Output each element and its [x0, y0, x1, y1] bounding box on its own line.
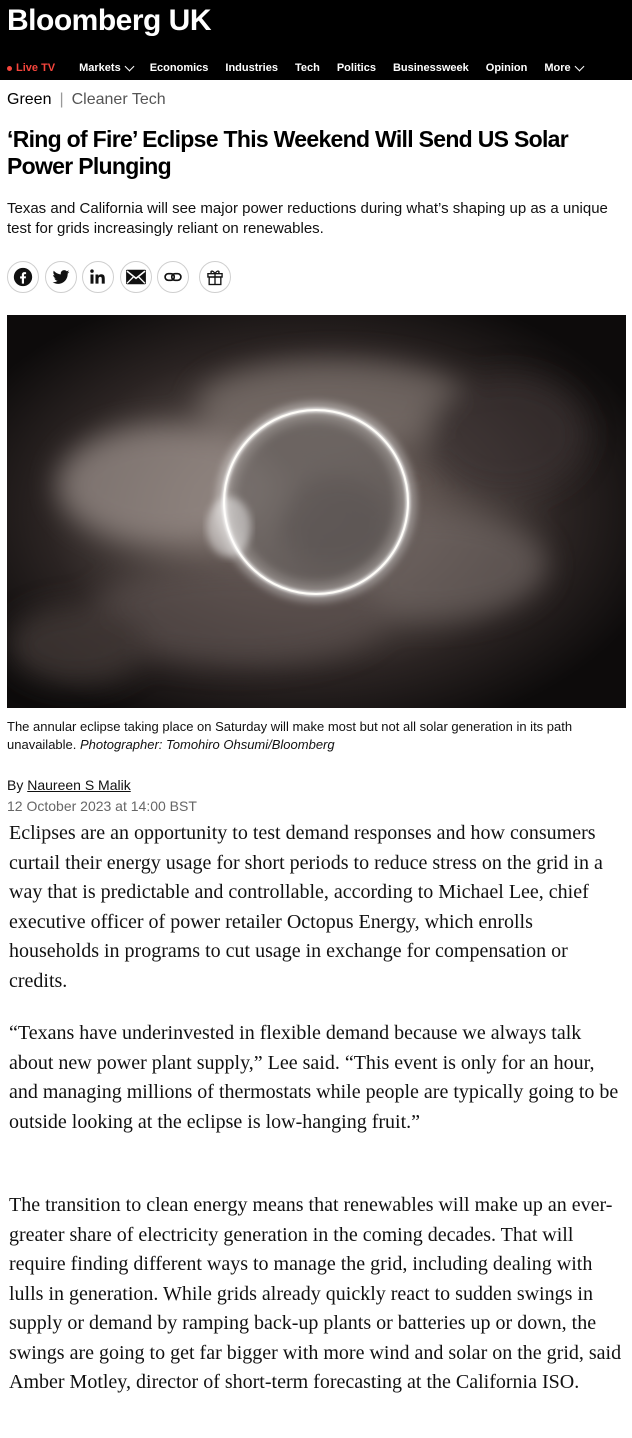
nav-tech[interactable]: Tech [294, 62, 320, 74]
nav-politics[interactable]: Politics [336, 62, 376, 74]
linkedin-icon [88, 267, 108, 287]
share-link-button[interactable] [157, 261, 189, 293]
nav-businessweek[interactable]: Businessweek [392, 62, 469, 74]
chevron-down-icon [124, 61, 134, 71]
publish-date: 12 October 2023 at 14:00 BST [7, 798, 197, 814]
nav-opinion[interactable]: Opinion [485, 62, 528, 74]
breadcrumb-separator: | [59, 91, 64, 108]
author-link[interactable]: Naureen S Malik [27, 777, 131, 793]
gift-article-button[interactable] [199, 261, 231, 293]
breadcrumb-green[interactable]: Green [7, 91, 52, 108]
article-paragraph: “Texans have underinvested in flexible demand because we always talk about new power plant supply,” Lee said. “This event is only for an hour, and managing millions of thermostats while people are typically going to be outside looking at the eclipse is low-hanging fruit.” [9, 1022, 619, 1133]
share-facebook-button[interactable] [7, 261, 39, 293]
share-email-button[interactable] [120, 261, 152, 293]
nav-economics[interactable]: Economics [149, 62, 209, 74]
caption-credit: Photographer: Tomohiro Ohsumi/Bloomberg [80, 737, 335, 752]
share-linkedin-button[interactable] [82, 261, 114, 293]
nav-live-tv[interactable] [7, 62, 55, 74]
byline-prefix: By [7, 777, 24, 793]
share-twitter-button[interactable] [45, 261, 77, 293]
article-paragraph: The transition to clean energy means that renewables will make up an ever-greater share of electricity generation in the coming decades. That will require finding different ways to manage the grid, including dealing with lulls in generation. While grids already quickly react to sudden swings in supply or demand by ramping back-up plants or batteries up or down, the swings are going to get far bigger with more wind and solar on the grid, said Amber Motley, director of short-term forecasting at the California ISO. [9, 1194, 622, 1393]
chevron-down-icon [574, 61, 584, 71]
nav-more[interactable] [544, 62, 582, 74]
breadcrumb-cleaner-tech[interactable]: Cleaner Tech [71, 91, 166, 108]
email-icon [125, 268, 147, 286]
nav-markets[interactable] [79, 62, 133, 74]
facebook-icon [13, 267, 33, 287]
nav-industries[interactable]: Industries [225, 62, 278, 74]
main-nav [0, 56, 632, 80]
byline [7, 777, 131, 793]
site-header [0, 0, 632, 80]
caption-text: The annular eclipse taking place on Saturday will make most but not all solar generation in its path unavailable. [7, 719, 573, 752]
photo-caption [7, 718, 622, 754]
nav-live-tv-label: Live TV [16, 62, 56, 74]
eclipse-photo [7, 315, 626, 708]
article-paragraph: Eclipses are an opportunity to test demand responses and how consumers curtail their energy usage for short periods to reduce stress on the grid in a way that is predictable and controllable, according to Michael Lee, chief executive officer of power retailer Octopus Energy, which enrolls households in programs to cut usage in exchange for compensation or credits. [9, 822, 603, 992]
article-dek: Texas and California will see major power reductions during what’s shaping up as a unique test for grids increasingly reliant on renewables. [7, 200, 608, 237]
breadcrumb [7, 91, 166, 109]
gift-icon [205, 267, 225, 287]
nav-more-label: More [544, 62, 571, 74]
site-logo[interactable]: Bloomberg UK [7, 4, 211, 37]
nav-markets-label: Markets [79, 62, 121, 74]
article-headline: ‘Ring of Fire’ Eclipse This Weekend Will Send US Solar Power Plunging [7, 126, 568, 179]
share-bar [7, 261, 236, 293]
link-icon [163, 267, 183, 287]
live-dot-icon [7, 66, 12, 71]
twitter-icon [51, 267, 71, 287]
